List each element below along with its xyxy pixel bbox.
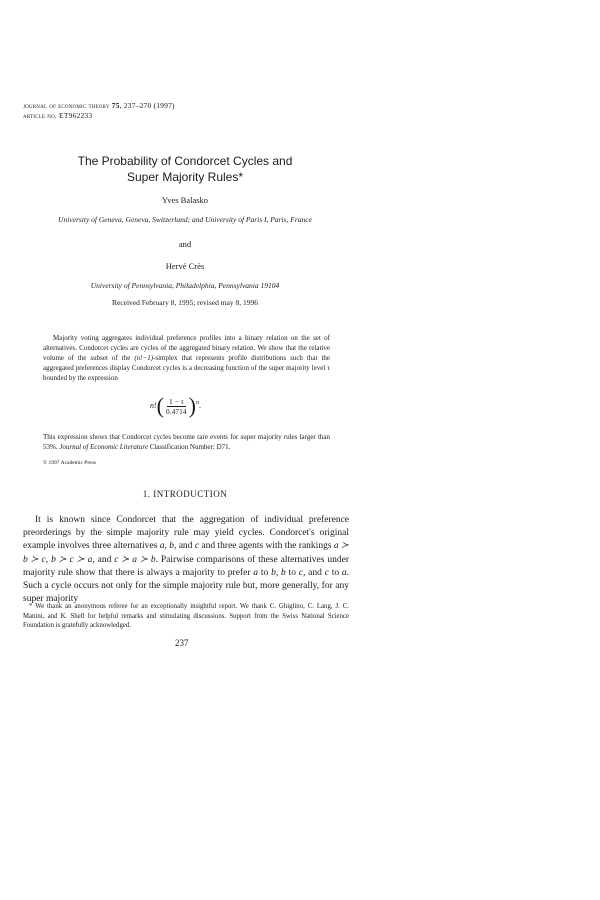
journal-pages: , 237–270 (1997) xyxy=(119,101,175,110)
formula-numerator: 1 − τ xyxy=(168,396,184,406)
author-2: Hervé Crès xyxy=(165,261,205,271)
received-dates: Received February 8, 1995; revised may 8, 1996 xyxy=(111,298,258,307)
footnote: * We thank an anonymous referee for an exceptionally insightful report. We thank C. Ghiglino, C. Lang, J. C. Manini, and K. Shell for helpful remarks and stimulating discussions. Support from the Swiss National Science Foundation is gratefully acknowledged. xyxy=(23,603,349,629)
formula-denominator: 0.4714 xyxy=(166,406,187,416)
ranking-2: b ≻ c ≻ a xyxy=(51,554,93,565)
journal-volume: 75 xyxy=(111,101,120,110)
abstract-p2-text-b: Classification Number: D71. xyxy=(147,443,231,451)
title-line-2: Super Majority Rules* xyxy=(126,170,244,184)
body-text-c: and three agents with the rankings xyxy=(199,541,334,552)
author-1: Yves Balasko xyxy=(161,195,209,205)
author-conjunction: and xyxy=(178,239,192,249)
body-text-b: , and xyxy=(173,541,195,552)
body-var-c-2: c xyxy=(298,567,303,578)
ranking-1: a ≻ b ≻ c xyxy=(23,541,349,565)
journal-name: journal of economic theory xyxy=(23,101,110,110)
body-text-e: to xyxy=(258,567,272,578)
body-var-b: b xyxy=(169,541,174,552)
affiliation-2: University of Pennsylvania, Philadelphia, Pennsylvania 19104 xyxy=(90,281,280,290)
ranking-3: c ≻ a ≻ b xyxy=(114,554,156,565)
body-text-e-2: to xyxy=(285,567,299,578)
copyright-notice: © 1997 Academic Press xyxy=(43,460,96,466)
journal-citation xyxy=(23,101,175,111)
body-text-h: . Such a cycle occurs not only for the simple majority rule but, more generally, for any super majority xyxy=(23,567,350,605)
right-paren: ) xyxy=(188,393,196,418)
intro-paragraph: It is known since Condorcet that the aggregation of individual preference preorderings by the simple majority rule may yield cycles. Condorcet's original example involves three alternatives a, b, and c and three agents with the rankings a ≻ b ≻ c, b ≻ c ≻ a, and c ≻ a ≻ b. Pairwise comparisons of these alternatives under majority rule show that there is always a majority to prefer a to b, b to c, and c to a. Such a cycle occurs not only for the simple majority rule but, more generally, for any super majority xyxy=(23,515,350,605)
formula-prefix: n! xyxy=(150,400,157,410)
body-var-a-3: a xyxy=(341,567,347,578)
formula-suffix: . xyxy=(198,400,201,410)
body-var-a-2: a xyxy=(253,567,259,578)
abstract xyxy=(43,333,330,383)
body-var-a: a xyxy=(159,541,165,552)
body-var-c: c xyxy=(194,541,200,552)
abstract-text-c: -simplex that represents profile distributions such that the aggregated preferences display Condorcet cycles is a decreasing function of the super majority level τ bounded by the expression xyxy=(43,354,330,382)
journal-header xyxy=(23,101,175,120)
paper-title xyxy=(60,153,310,185)
bound-formula xyxy=(150,395,201,417)
body-text-f: , and xyxy=(302,567,325,578)
body-var-b-3: b xyxy=(281,567,286,578)
article-id: ET962233 xyxy=(56,110,93,120)
abstract-paragraph-1 xyxy=(43,333,330,383)
abstract-paragraph-2 xyxy=(43,432,330,452)
abstract-simplex-dim: (n!−1) xyxy=(134,354,154,362)
article-number xyxy=(23,111,175,121)
affiliation-1: University of Geneva, Geneva, Switzerland; and University of Paris I, Paris, France xyxy=(58,215,312,224)
section-heading: 1. INTRODUCTION xyxy=(142,489,228,499)
article-label: article no. xyxy=(23,110,57,120)
abstract-journal-name: Journal of Economic Literature xyxy=(59,443,148,451)
title-line-1: The Probability of Condorcet Cycles and xyxy=(77,154,293,168)
body-text-g: to xyxy=(328,567,342,578)
body-text-d: . Pairwise comparisons of these alternatives under majority rule show that there is always a majority to prefer xyxy=(23,554,350,578)
body-text-a: It is known since Condorcet that the aggregation of individual preference preorderings by the simple majority rule may yield cycles. Condorcet's original example involves three alternatives xyxy=(23,515,349,552)
formula-fraction xyxy=(164,397,189,416)
abstract-text-a: Majority voting aggregates individual preference profiles into a binary relation on the set of alternatives. Condorcet cycles are cycles of the aggregated binary relation. We show that the relative volume of the subset of the xyxy=(43,334,330,362)
body-var-b-2: b xyxy=(271,567,276,578)
page-number: 237 xyxy=(175,638,189,648)
left-paren: ( xyxy=(156,393,164,418)
body-var-c-3: c xyxy=(324,567,329,578)
abstract-p2-text-a: This expression shows that Condorcet cycles become rare events for super majority rules larger than 53%. xyxy=(43,433,330,451)
formula-exponent-text: n xyxy=(195,400,199,407)
